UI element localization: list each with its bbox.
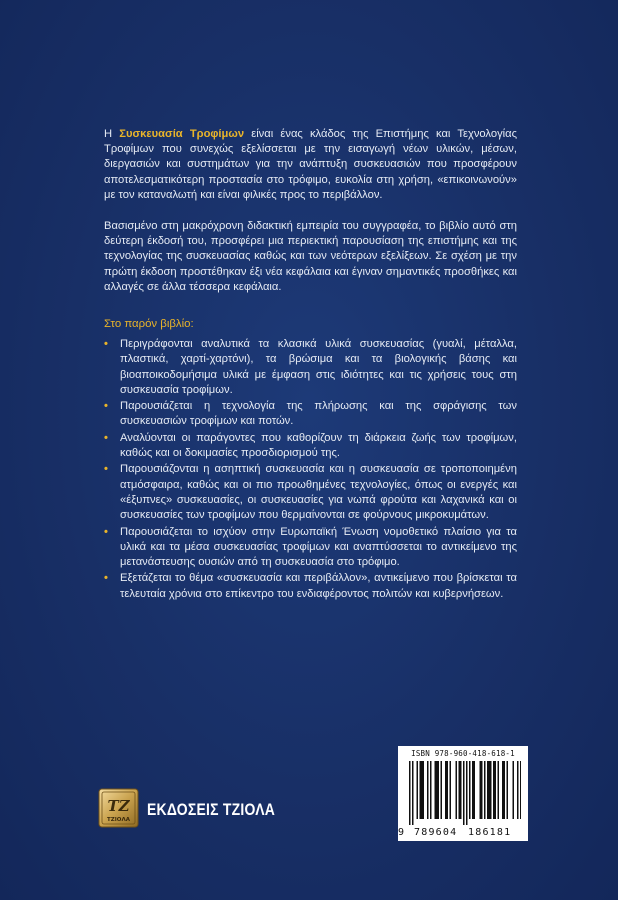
bullet-icon: • — [104, 338, 108, 350]
barcode-bar — [480, 761, 483, 819]
barcode-bar — [507, 761, 509, 819]
bullet-icon: • — [104, 572, 108, 585]
contents-subheading: Στο παρόν βιβλίο: — [104, 318, 194, 330]
bullet-icon: • — [104, 431, 108, 444]
isbn-barcode — [398, 746, 528, 841]
barcode-bar — [487, 761, 492, 819]
bullet-icon: • — [104, 400, 108, 413]
book-title-highlight: Συσκευασία Τροφίμων — [119, 128, 245, 140]
barcode-bar — [472, 761, 475, 819]
barcode-bar — [412, 761, 414, 825]
barcode-bar — [513, 761, 515, 819]
description-paragraph: Βασισμένο στη μακρόχρονη διδακτική εμπειρία του συγγραφέα, το βιβλίο αυτό στη δεύτερη έκδοσή του, προσφέρει μια περιεκτική παρουσίαση της επιστήμης και της τεχνολογίας της συσκευασίας καθώς και των νεότερων εξελίξεων. Σε σχέση με την πρώτη έκδοση προστέθηκαν έξι νέα κεφάλαια και έγιναν σημαντικές προσθήκες και αλλαγές σε άλλα τέσσερα κεφάλαια. — [104, 220, 517, 293]
barcode-bar — [459, 761, 462, 819]
barcode-bars-icon — [405, 761, 521, 825]
barcode-bar — [466, 761, 468, 825]
barcode-bar — [409, 761, 411, 825]
list-item-text: Περιγράφονται αναλυτικά τα κλασικά υλικά συσκευασίας (γυαλί, μέταλλα, πλαστικά, χαρτί-χαρτόνι), τα βρώσιμα και τα βιολογικής βάσης και βιοαποικοδομήσιμα υλικά με έμφαση στις ιδιότητες και τις χρήσεις τους στη συσκευασία τροφίμων. — [120, 338, 517, 396]
barcode-bar — [463, 761, 465, 825]
list-item-text: Παρουσιάζονται η ασηπτική συσκευασία και η συσκευασία σε τροποποιημένη ατμόσφαιρα, καθώς και οι πιο προωθημένες τεχνολογίες, όπως οι ενεργές και «έξυπνες» συσκευασίες, οι συσκευασίες για νωπά φρούτα και λαχανικά και οι συσκευασίες των τροφίμων που θερμαίνονται σε φούρνους μικροκυμάτων. — [120, 463, 517, 522]
barcode-bar — [427, 761, 429, 819]
barcode-bar — [469, 761, 471, 819]
barcode-bar — [445, 761, 448, 819]
list-item-text: Παρουσιάζεται η τεχνολογία της πλήρωσης και της σφράγισης των συσκευασιών τροφίμων και ποτών. — [120, 400, 517, 428]
barcode-bar — [502, 761, 505, 819]
barcode-bar — [498, 761, 500, 819]
intro-paragraph — [104, 127, 517, 203]
list-item — [104, 462, 517, 523]
barcode-digits-left: 789604 — [414, 827, 458, 838]
list-item — [104, 431, 517, 462]
contents-list — [104, 337, 517, 603]
list-item — [104, 399, 517, 430]
logo-mark: ΤΖ — [107, 797, 130, 815]
publisher-logo-icon — [98, 788, 139, 828]
barcode-digit-first: 9 — [398, 827, 405, 838]
bullet-icon: • — [104, 463, 108, 476]
barcode-bar — [493, 761, 496, 819]
bullet-icon: • — [104, 525, 108, 538]
isbn-label: ISBN 978-960-418-618-1 — [411, 749, 515, 758]
barcode-digits-right: 186181 — [468, 827, 512, 838]
intro-prefix: Η — [104, 128, 120, 140]
list-item — [104, 337, 517, 398]
barcode-bar — [420, 761, 425, 819]
barcode-bar — [520, 761, 521, 819]
intro-text: είναι ένας κλάδος της Επιστήμης και Τεχνολογίας Τροφίμων που συνεχώς εξελίσσεται με την εισαγωγή νέων υλικών, μέσων, διεργασιών και συστημάτων για την ανάπτυξη συσκευασιών που προσφέρουν αποτελεσματικότερη προστασία στο τρόφιμο, ευκολία στη χρήση, «επικοινωνούν» με τον καταναλωτή και είναι φιλικές προς το περιβάλλον. — [104, 128, 518, 201]
barcode-bar — [450, 761, 452, 819]
barcode-bar — [484, 761, 486, 819]
barcode-bar — [441, 761, 443, 819]
list-item-text: Αναλύονται οι παράγοντες που καθορίζουν τη διάρκεια ζωής των τροφίμων, καθώς και οι δοκιμασίες προσδιορισμού της. — [120, 431, 517, 460]
list-item-text: Παρουσιάζεται το ισχύον στην Ευρωπαϊκή Ένωση νομοθετικό πλαίσιο για τα υλικά και τα μέσα συσκευασίας τροφίμων και αναπτύσσεται το αντικείμενο της μετανάστευσης ουσιών από τη συσκευασία στο τρόφιμο. — [120, 525, 517, 569]
barcode-bar — [517, 761, 519, 819]
list-item — [104, 571, 517, 602]
barcode-bar — [417, 761, 419, 819]
barcode-bar — [430, 761, 432, 819]
logo-sub: ΤΖΙΟΛΑ — [107, 817, 130, 823]
publisher-name: ΕΚΔΟΣΕΙΣ ΤΖΙΟΛΑ — [147, 800, 276, 819]
list-item-text: Εξετάζεται το θέμα «συσκευασία και περιβάλλον», αντικείμενο που βρίσκεται τα τελευταία χρόνια στο επίκεντρο του ενδιαφέροντος πολιτών και κυβερνήσεων. — [120, 572, 517, 600]
list-item — [104, 525, 517, 571]
barcode-bar — [456, 761, 458, 819]
barcode-bar — [435, 761, 440, 819]
